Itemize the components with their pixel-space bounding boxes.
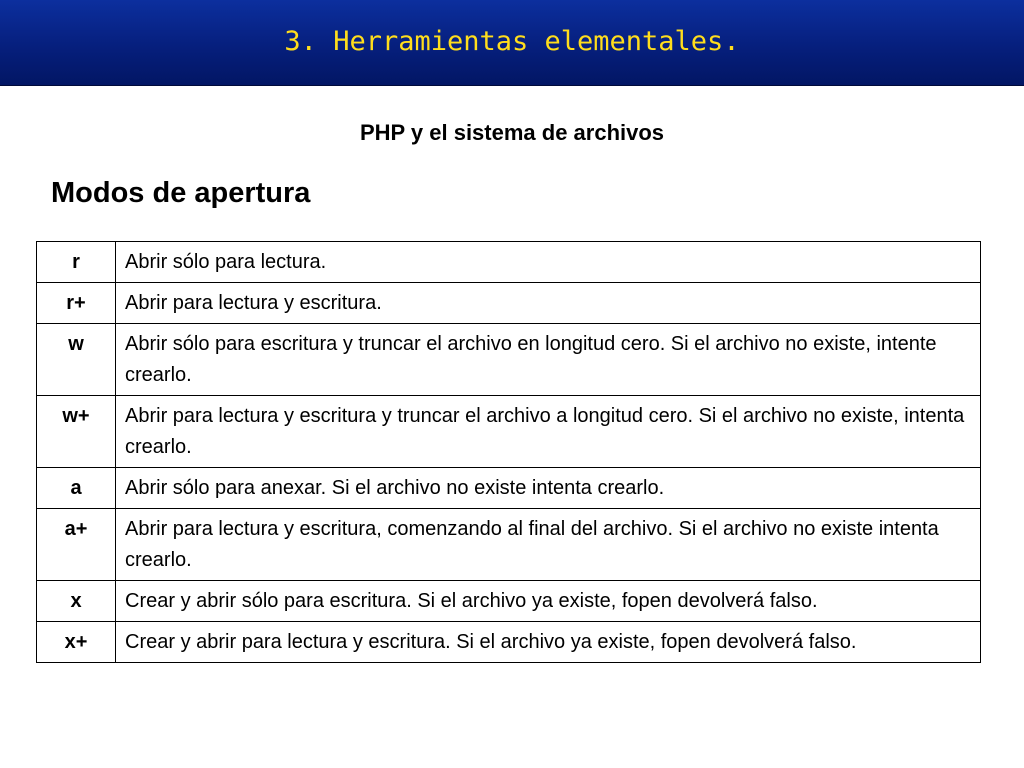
table-row xyxy=(37,581,981,622)
mode-cell: x+ xyxy=(37,622,116,663)
mode-cell: w+ xyxy=(37,396,116,468)
table-row xyxy=(37,509,981,581)
table-row xyxy=(37,324,981,396)
slide-subtitle: PHP y el sistema de archivos xyxy=(359,120,665,145)
description-cell: Abrir sólo para anexar. Si el archivo no existe intenta crearlo. xyxy=(116,468,981,509)
table-row xyxy=(37,242,981,283)
mode-cell: r xyxy=(37,242,116,283)
header-title: 3. Herramientas elementales. xyxy=(284,26,740,57)
section-heading: Modos de apertura xyxy=(51,177,311,209)
mode-cell: r+ xyxy=(37,283,116,324)
description-cell: Crear y abrir sólo para escritura. Si el archivo ya existe, fopen devolverá falso. xyxy=(116,581,981,622)
mode-cell: a+ xyxy=(37,509,116,581)
mode-cell: a xyxy=(37,468,116,509)
table-row xyxy=(37,468,981,509)
description-cell: Abrir sólo para escritura y truncar el archivo en longitud cero. Si el archivo no existe, intente crearlo. xyxy=(116,324,981,396)
description-cell: Abrir para lectura y escritura y truncar el archivo a longitud cero. Si el archivo no existe, intenta crearlo. xyxy=(116,396,981,468)
table-row xyxy=(37,622,981,663)
description-cell: Abrir sólo para lectura. xyxy=(116,242,981,283)
modes-table xyxy=(36,241,981,663)
mode-cell: x xyxy=(37,581,116,622)
table-row xyxy=(37,396,981,468)
header-bar xyxy=(0,0,1024,86)
table-row xyxy=(37,283,981,324)
description-cell: Abrir para lectura y escritura, comenzando al final del archivo. Si el archivo no existe intenta crearlo. xyxy=(116,509,981,581)
mode-cell: w xyxy=(37,324,116,396)
description-cell: Crear y abrir para lectura y escritura. Si el archivo ya existe, fopen devolverá falso. xyxy=(116,622,981,663)
description-cell: Abrir para lectura y escritura. xyxy=(116,283,981,324)
